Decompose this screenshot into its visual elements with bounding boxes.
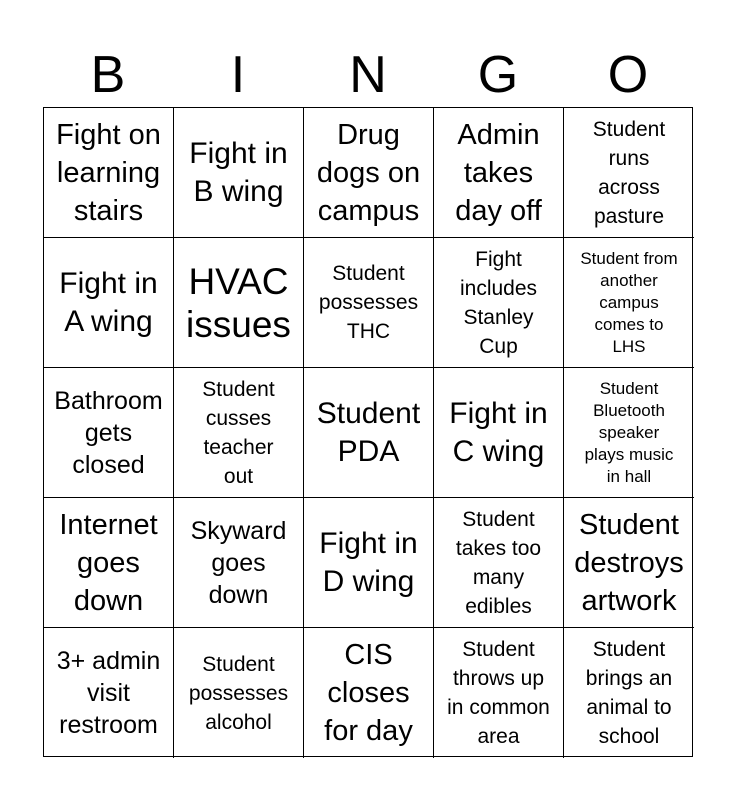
header-letter-b: B [90, 46, 126, 104]
cell-text: Skyward goes down [190, 516, 287, 609]
bingo-cell[interactable] [564, 238, 694, 368]
bingo-cell[interactable] [564, 108, 694, 238]
bingo-cell[interactable] [44, 498, 174, 628]
bingo-cell[interactable] [44, 628, 174, 758]
cell-text: Fight in B wing [189, 136, 288, 208]
bingo-cell[interactable] [174, 108, 304, 238]
cell-text: Student possesses alcohol [188, 652, 289, 734]
cell-text: Student from another campus comes to LHS [580, 248, 678, 356]
cell-text: Internet goes down [59, 508, 158, 617]
bingo-cell[interactable] [564, 498, 694, 628]
bingo-header [43, 44, 693, 106]
bingo-cell[interactable] [434, 238, 564, 368]
header-letter-g: G [477, 46, 519, 104]
cell-text: Drug dogs on campus [316, 118, 421, 227]
cell-text: Student destroys artwork [574, 508, 684, 617]
cell-text: Fight includes Stanley Cup [459, 247, 538, 358]
bingo-cell[interactable] [304, 628, 434, 758]
cell-text: Fight in D wing [319, 526, 418, 598]
bingo-cell[interactable] [564, 628, 694, 758]
cell-text: CIS closes for day [324, 639, 413, 747]
bingo-grid [43, 107, 693, 757]
cell-text: 3+ admin visit restroom [56, 647, 161, 739]
bingo-cell[interactable] [174, 368, 304, 498]
cell-text: Student cusses teacher out [202, 377, 275, 488]
bingo-cell[interactable] [304, 108, 434, 238]
cell-text: Bathroom gets closed [54, 386, 163, 479]
cell-text: Fight in C wing [449, 396, 548, 468]
cell-text: Fight in A wing [59, 266, 158, 338]
cell-text: Fight on learning stairs [56, 118, 161, 227]
bingo-cell[interactable] [434, 498, 564, 628]
bingo-cell[interactable] [304, 498, 434, 628]
bingo-cell[interactable] [304, 238, 434, 368]
bingo-cell[interactable] [174, 628, 304, 758]
cell-text: Student runs across pasture [592, 117, 666, 228]
cell-text: Student possesses THC [318, 262, 419, 343]
bingo-cell[interactable] [434, 368, 564, 498]
bingo-cell[interactable] [174, 498, 304, 628]
cell-text: HVAC issues [186, 260, 291, 345]
cell-text: Student brings an animal to school [585, 638, 673, 748]
cell-text: Student PDA [316, 396, 421, 468]
cell-text: Student takes too many edibles [455, 507, 542, 618]
bingo-cell[interactable] [564, 368, 694, 498]
bingo-cell[interactable] [434, 108, 564, 238]
cell-text: Student throws up in common area [447, 638, 550, 748]
bingo-cell[interactable] [44, 108, 174, 238]
bingo-cell[interactable] [434, 628, 564, 758]
bingo-cell[interactable] [174, 238, 304, 368]
header-letter-o: O [607, 46, 649, 104]
header-letter-i: I [230, 46, 246, 104]
bingo-cell[interactable] [44, 368, 174, 498]
bingo-cell[interactable] [44, 238, 174, 368]
bingo-cell[interactable] [304, 368, 434, 498]
header-letter-n: N [349, 46, 387, 104]
cell-text: Admin takes day off [455, 118, 542, 227]
cell-text: Student Bluetooth speaker plays music in hall [584, 378, 674, 486]
